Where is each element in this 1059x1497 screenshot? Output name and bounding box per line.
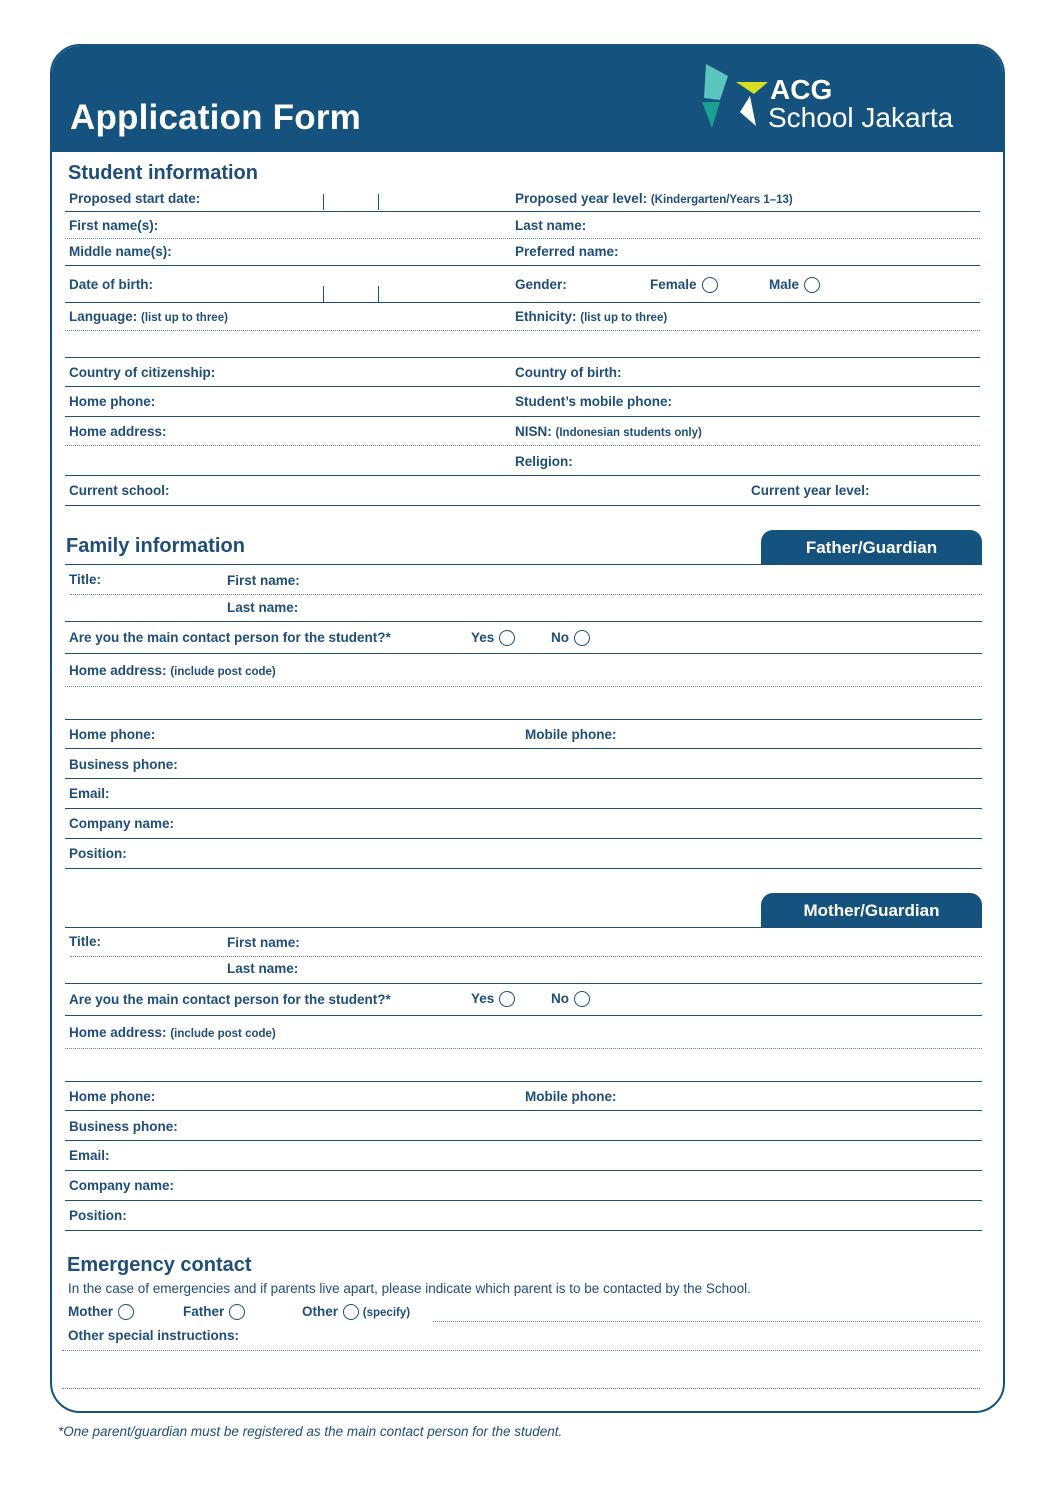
field-line <box>65 621 982 622</box>
father-email-label[interactable]: Email: <box>69 786 110 801</box>
current-school-label[interactable]: Current school: <box>69 483 170 498</box>
mother-mobile-phone-label[interactable]: Mobile phone: <box>525 1089 617 1104</box>
language-label[interactable]: Language: (list up to three) <box>69 309 228 324</box>
father-mobile-phone-label[interactable]: Mobile phone: <box>525 727 617 742</box>
mother-title-label[interactable]: Title: <box>69 934 102 949</box>
home-phone-label[interactable]: Home phone: <box>69 394 156 409</box>
school-logo <box>698 62 998 132</box>
field-dotted-line <box>65 330 980 331</box>
logo-school-text: School Jakarta <box>768 102 954 133</box>
father-main-contact-yes[interactable]: Yes <box>471 630 515 646</box>
middle-name-label[interactable]: Middle name(s): <box>69 244 172 259</box>
field-line <box>65 808 982 809</box>
gender-label: Gender: <box>515 277 567 292</box>
special-instructions-label[interactable]: Other special instructions: <box>68 1328 240 1343</box>
religion-label[interactable]: Religion: <box>515 454 573 469</box>
field-line <box>65 1200 982 1201</box>
father-title-label[interactable]: Title: <box>69 572 102 587</box>
field-line <box>65 357 980 358</box>
proposed-year-level-label: Proposed year level: (Kindergarten/Years 1–13) <box>515 191 793 206</box>
student-info-heading: Student information <box>68 162 258 184</box>
field-line <box>65 1081 982 1082</box>
mother-first-name-label[interactable]: First name: <box>227 935 300 950</box>
first-name-label[interactable]: First name(s): <box>69 218 159 233</box>
field-line <box>65 748 982 749</box>
date-divider <box>378 194 379 210</box>
header-bar <box>52 46 1003 152</box>
mother-guardian-tab: Mother/Guardian <box>761 893 982 927</box>
field-line <box>65 1230 982 1231</box>
emergency-contact-heading: Emergency contact <box>67 1254 252 1276</box>
emergency-mother-option[interactable]: Mother <box>68 1304 134 1320</box>
field-line <box>65 653 982 654</box>
field-dotted-line <box>70 594 982 595</box>
country-birth-label[interactable]: Country of birth: <box>515 365 622 380</box>
field-line <box>65 302 980 303</box>
emergency-description: In the case of emergencies and if parents live apart, please indicate which parent is to be contacted by the School. <box>68 1281 751 1296</box>
last-name-label[interactable]: Last name: <box>515 218 587 233</box>
student-mobile-label[interactable]: Student’s mobile phone: <box>515 394 672 409</box>
gender-female-option[interactable]: Female <box>650 277 718 293</box>
father-home-phone-label[interactable]: Home phone: <box>69 727 156 742</box>
field-line <box>65 1140 982 1141</box>
logo-acg-text: ACG <box>770 74 833 105</box>
emergency-father-radio[interactable] <box>229 1304 245 1320</box>
field-dotted-line <box>65 686 982 687</box>
footnote: *One parent/guardian must be registered as the main contact person for the student. <box>58 1424 563 1439</box>
field-line <box>65 564 982 565</box>
field-dotted-line <box>62 1350 980 1351</box>
father-no-radio[interactable] <box>574 630 590 646</box>
mother-yes-radio[interactable] <box>499 991 515 1007</box>
male-radio[interactable] <box>804 277 820 293</box>
father-guardian-tab: Father/Guardian <box>761 530 982 564</box>
field-line <box>65 1170 982 1171</box>
preferred-name-label[interactable]: Preferred name: <box>515 244 619 259</box>
field-dotted-line <box>65 1048 982 1049</box>
father-home-address-label[interactable]: Home address: (include post code) <box>69 663 276 678</box>
father-yes-radio[interactable] <box>499 630 515 646</box>
proposed-start-date-label: Proposed start date: <box>69 191 201 206</box>
emergency-other-option[interactable]: Other (specify) <box>302 1304 411 1319</box>
mother-main-contact-no[interactable]: No <box>551 991 590 1007</box>
mother-home-phone-label[interactable]: Home phone: <box>69 1089 156 1104</box>
father-position-label[interactable]: Position: <box>69 846 127 861</box>
father-first-name-label[interactable]: First name: <box>227 573 300 588</box>
field-line <box>65 265 980 266</box>
field-line <box>65 778 982 779</box>
field-dotted-line <box>70 956 982 957</box>
field-line <box>65 386 980 387</box>
field-line <box>65 1110 982 1111</box>
emergency-father-option[interactable]: Father <box>183 1304 245 1320</box>
field-line <box>65 416 980 417</box>
father-main-contact-no[interactable]: No <box>551 630 590 646</box>
father-last-name-label[interactable]: Last name: <box>227 600 299 615</box>
gender-male-option[interactable]: Male <box>769 277 820 293</box>
father-company-label[interactable]: Company name: <box>69 816 175 831</box>
field-dotted-line <box>62 1388 980 1389</box>
family-info-heading: Family information <box>66 535 245 557</box>
field-line <box>65 868 982 869</box>
mother-main-contact-yes[interactable]: Yes <box>471 991 515 1007</box>
female-radio[interactable] <box>702 277 718 293</box>
date-divider <box>323 286 324 302</box>
mother-email-label[interactable]: Email: <box>69 1148 110 1163</box>
country-citizenship-label[interactable]: Country of citizenship: <box>69 365 216 380</box>
mother-main-contact-question: Are you the main contact person for the student?* <box>69 992 391 1007</box>
logo-mark-icon <box>698 62 778 132</box>
field-line <box>65 505 980 506</box>
mother-business-phone-label[interactable]: Business phone: <box>69 1119 178 1134</box>
field-line <box>65 475 980 476</box>
field-dotted-line <box>65 238 980 239</box>
ethnicity-label[interactable]: Ethnicity: (list up to three) <box>515 309 668 324</box>
nisn-label[interactable]: NISN: (Indonesian students only) <box>515 424 702 439</box>
father-main-contact-question: Are you the main contact person for the student?* <box>69 630 391 645</box>
field-line <box>65 211 980 212</box>
date-divider <box>323 194 324 210</box>
father-business-phone-label[interactable]: Business phone: <box>69 757 178 772</box>
field-line <box>65 838 982 839</box>
field-line <box>65 927 982 928</box>
field-line <box>65 1015 982 1016</box>
emergency-mother-radio[interactable] <box>118 1304 134 1320</box>
date-divider <box>378 286 379 302</box>
emergency-other-radio[interactable] <box>343 1304 359 1320</box>
date-of-birth-label[interactable]: Date of birth: <box>69 277 153 292</box>
mother-position-label[interactable]: Position: <box>69 1208 127 1223</box>
mother-no-radio[interactable] <box>574 991 590 1007</box>
page-title: Application Form <box>70 98 361 137</box>
field-dotted-line <box>65 445 980 446</box>
mother-home-address-label[interactable]: Home address: (include post code) <box>69 1025 276 1040</box>
home-address-label[interactable]: Home address: <box>69 424 167 439</box>
field-line <box>65 719 982 720</box>
specify-dotted-line[interactable] <box>433 1321 980 1322</box>
field-line <box>65 983 982 984</box>
current-year-level-label[interactable]: Current year level: <box>751 483 870 498</box>
mother-last-name-label[interactable]: Last name: <box>227 961 299 976</box>
mother-company-label[interactable]: Company name: <box>69 1178 175 1193</box>
